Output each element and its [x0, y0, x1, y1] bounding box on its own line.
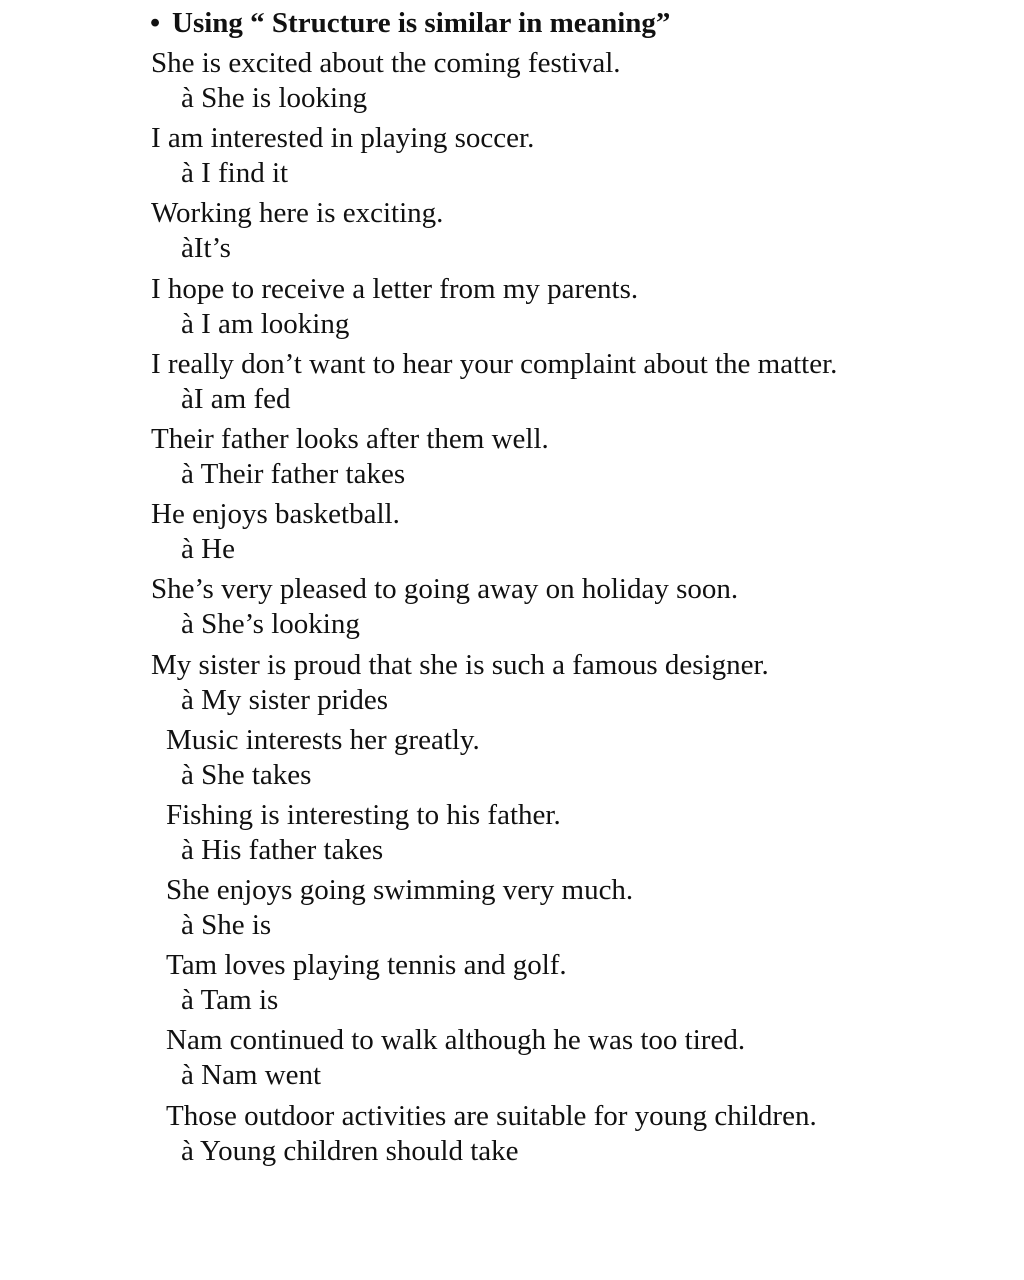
exercise-item: [0, 1022, 1024, 1097]
answer-prompt: à Nam went: [181, 1059, 322, 1092]
question-text: Their father looks after them well.: [151, 422, 549, 455]
answer-prompt: à Young children should take: [181, 1134, 519, 1167]
exercise-item: [0, 120, 1024, 195]
exercise-item: [0, 496, 1024, 571]
exercise-item: [0, 421, 1024, 496]
answer-prompt: àI am fed: [181, 382, 291, 415]
exercise-item: [0, 797, 1024, 872]
question-text: She enjoys going swimming very much.: [166, 874, 634, 907]
answer-prompt: à She takes: [181, 758, 312, 791]
exercise-item: [0, 947, 1024, 1022]
exercise-item: [0, 346, 1024, 421]
answer-prompt: àIt’s: [181, 232, 231, 265]
exercise-list: [0, 45, 1024, 1173]
question-text: She’s very pleased to going away on holiday soon.: [151, 573, 739, 606]
section-heading: [150, 4, 670, 42]
question-text: I really don’t want to hear your complaint about the matter.: [151, 347, 838, 380]
question-text: Tam loves playing tennis and golf.: [166, 949, 567, 982]
question-text: I hope to receive a letter from my parents.: [151, 272, 639, 305]
answer-prompt: à Tam is: [181, 984, 279, 1017]
exercise-item: [0, 271, 1024, 346]
answer-prompt: à She is looking: [181, 82, 368, 114]
exercise-item: [0, 722, 1024, 797]
bullet-icon: •: [150, 7, 161, 39]
question-text: Fishing is interesting to his father.: [166, 798, 561, 831]
question-text: She is excited about the coming festival.: [151, 47, 621, 79]
question-text: Nam continued to walk although he was too tired.: [166, 1024, 746, 1057]
exercise-item: [0, 872, 1024, 947]
exercise-item: [0, 571, 1024, 646]
exercise-item: [0, 1098, 1024, 1173]
exercise-item: [0, 647, 1024, 722]
exercise-item: [0, 195, 1024, 270]
question-text: Working here is exciting.: [151, 197, 444, 230]
question-text: Those outdoor activities are suitable for young children.: [166, 1099, 817, 1132]
exercise-item: [0, 45, 1024, 120]
section-heading-text: Using “ Structure is similar in meaning”: [172, 7, 671, 39]
answer-prompt: à His father takes: [181, 833, 384, 866]
question-text: My sister is proud that she is such a famous designer.: [151, 648, 769, 681]
answer-prompt: à My sister prides: [181, 683, 388, 716]
question-text: Music interests her greatly.: [166, 723, 480, 756]
answer-prompt: à He: [181, 533, 235, 566]
answer-prompt: à She is: [181, 909, 272, 942]
question-text: I am interested in playing soccer.: [151, 122, 535, 155]
question-text: He enjoys basketball.: [151, 498, 400, 531]
answer-prompt: à Their father takes: [181, 457, 406, 490]
answer-prompt: à I am looking: [181, 307, 350, 340]
answer-prompt: à I find it: [181, 157, 289, 190]
answer-prompt: à She’s looking: [181, 608, 360, 641]
